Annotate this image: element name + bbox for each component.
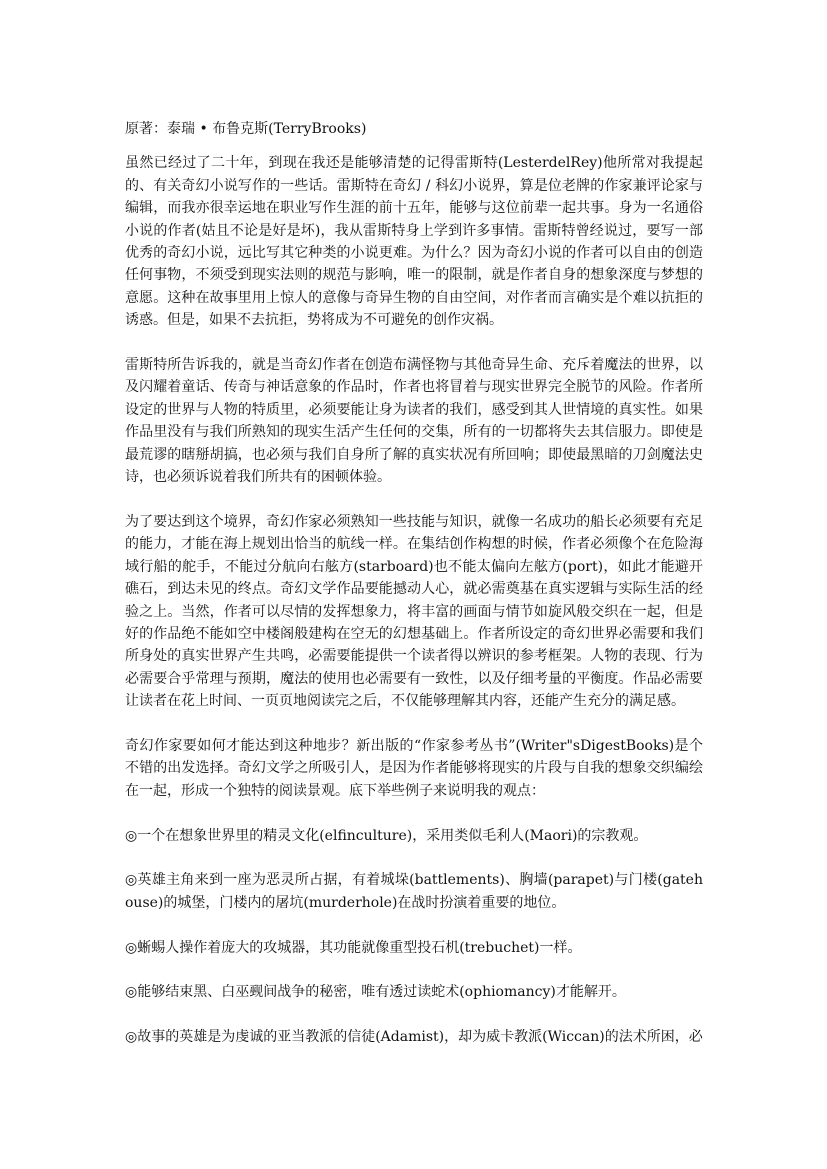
author-line: 原著：泰瑞 • 布鲁克斯(TerryBrooks) [125, 121, 367, 137]
paragraph-3: 为了要达到这个境界，奇幻作家必须熟知一些技能与知识，就像一名成功的船长必须要有充足的能力，才能在海上规划出恰当的航线一样。在集结创作构想的时候，作者必须像个在危险海域行船的舵手，不能过分航向右舷方(starboard)也不能太偏向左舷方(port)，如此才能避开礁石，到达未见的终点。奇幻文学作品要能撼动人心，就必需奠基在真实逻辑与实际生活的经验之上。当然，作者可以尽情的发挥想象力，将丰富的画面与情节如旋风般交织在一起，但是好的作品绝不能如空中楼阁般建构在空无的幻想基础上。作者所设定的奇幻世界必需要和我们所身处的真实世界产生共鸣，必需要能提供一个读者得以辨识的参考框架。人物的表现、行为必需要合乎常理与预期，魔法的使用也必需要有一致性，以及仔细考量的平衡度。作品必需要让读者在花上时间、一页页地阅读完之后，不仅能够理解其内容，还能产生充分的满足感。 [125, 513, 703, 710]
example-item-2: ◎英雄主角来到一座为恶灵所占据，有着城垛(battlements)、胸墙(parapet)与门楼(gatehouse)的城堡，门楼内的屠坑(murderhole)在战时扮演着重要的地位。 [125, 872, 703, 911]
example-item-1: ◎一个在想象世界里的精灵文化(elfinculture)，采用类似毛利人(Maori)的宗教观。 [125, 827, 648, 844]
example-item-4: ◎能够结束黑、白巫觋间战争的秘密，唯有透过读蛇术(ophiomancy)才能解开。 [125, 984, 626, 1001]
example-item-5: ◎故事的英雄是为虔诚的亚当教派的信徒(Adamist)，却为威卡教派(Wiccan)的法术所困，必 [125, 1029, 703, 1046]
paragraph-2: 雷斯特所告诉我的，就是当奇幻作者在创造布满怪物与其他奇异生命、充斥着魔法的世界，以及闪耀着童话、传奇与神话意象的作品时，作者也将冒着与现实世界完全脱节的风险。作者所设定的世界与人物的特质里，必须要能让身为读者的我们，感受到其人世情境的真实性。如果作品里没有与我们所熟知的现实生活产生任何的交集，所有的一切都将失去其信服力。即使是最荒谬的瞎掰胡搞，也必须与我们自身所了解的真实状况有所回响；即使最黑暗的刀剑魔法史诗，也必须诉说着我们所共有的困顿体验。 [125, 357, 703, 486]
paragraph-4: 奇幻作家要如何才能达到这种地步？新出版的“作家参考丛书”(Writer"sDigestBooks)是个不错的出发选择。奇幻文学之所吸引人，是因为作者能够将现实的片段与自我的想象交织编绘在一起，形成一个独特的阅读景观。底下举些例子来说明我的观点： [125, 737, 703, 799]
document-body [125, 118, 703, 1071]
paragraph-1: 虽然已经过了二十年，到现在我还是能够清楚的记得雷斯特(LesterdelRey)他所常对我提起的、有关奇幻小说写作的一些话。雷斯特在奇幻 / 科幻小说界，算是位老牌的作家兼评论家与编辑，而我亦很幸运地在职业写作生涯的前十五年，能够与这位前辈一起共事。身为一名通俗小说的作者(姑且不论是好是坏)，我从雷斯特身上学到许多事情。雷斯特曾经说过，要写一部优秀的奇幻小说，远比写其它种类的小说更难。为什么？因为奇幻小说的作者可以自由的创造任何事物，不须受到现实法则的规范与影响，唯一的限制，就是作者自身的想象深度与梦想的意愿。这种在故事里用上惊人的意像与奇异生物的自由空间，对作者而言确实是个难以抗拒的诱惑。但是，如果不去抗拒，势将成为不可避免的创作灾祸。 [125, 155, 703, 329]
example-item-3: ◎蜥蜴人操作着庞大的攻城器，其功能就像重型投石机(trebuchet)一样。 [125, 939, 582, 956]
